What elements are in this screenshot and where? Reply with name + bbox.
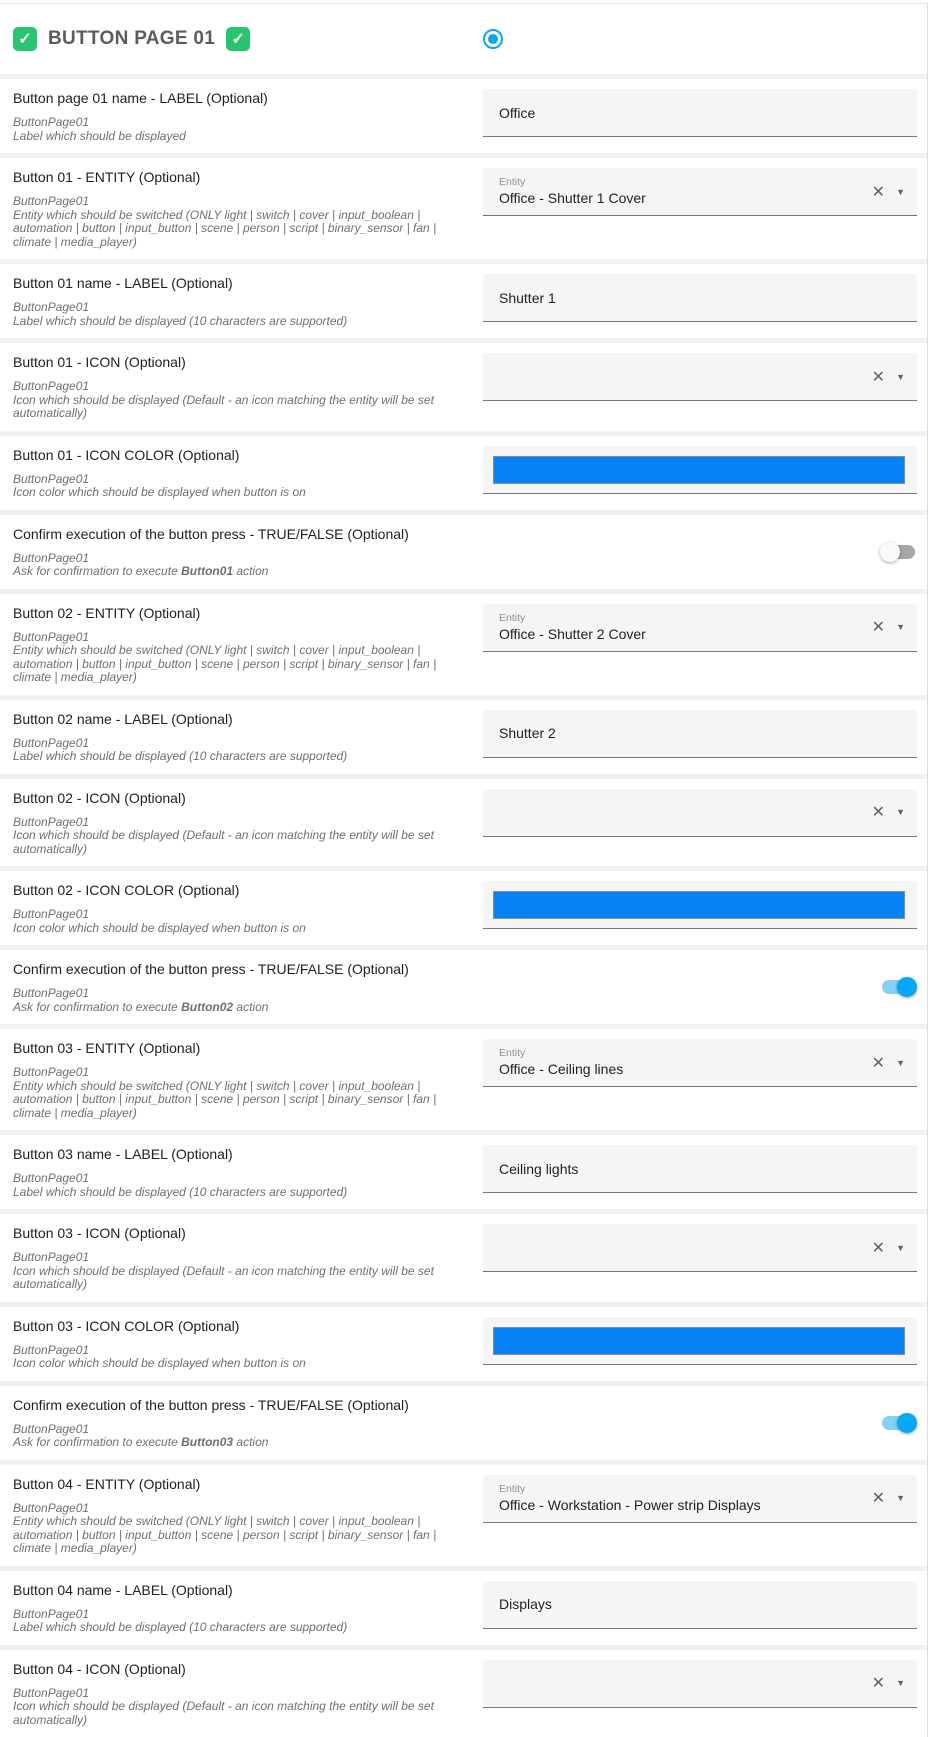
setting-subtitle: ButtonPage01 — [13, 1502, 468, 1516]
desc-text: Icon which should be displayed (Default - an icon matching the entity will be set automatically) — [13, 828, 434, 856]
config-row — [0, 594, 927, 695]
dropdown-caret-icon[interactable]: ▼ — [896, 372, 905, 382]
config-row — [0, 1386, 927, 1460]
desc-text: Ask for confirmation to execute — [13, 564, 181, 578]
row-field — [483, 1224, 917, 1292]
setting-description — [13, 922, 468, 936]
select-icons — [872, 1475, 905, 1522]
row-field — [483, 1039, 917, 1120]
color-swatch — [493, 1327, 905, 1355]
selected-entity: Office - Ceiling lines — [499, 1060, 623, 1078]
entity-select[interactable] — [483, 1475, 917, 1523]
setting-label: Button 03 name - LABEL (Optional) — [13, 1145, 468, 1163]
setting-subtitle: ButtonPage01 — [13, 552, 468, 566]
setting-subtitle: ButtonPage01 — [13, 301, 468, 315]
row-text — [13, 604, 468, 685]
row-field — [483, 1581, 917, 1635]
confirm-toggle[interactable] — [880, 977, 917, 997]
setting-label: Button 02 - ICON COLOR (Optional) — [13, 881, 468, 899]
row-text — [13, 353, 468, 421]
desc-text: Label which should be displayed (10 characters are supported) — [13, 1620, 347, 1634]
config-row — [0, 79, 927, 153]
config-row — [0, 1307, 927, 1381]
setting-description — [13, 1265, 468, 1292]
config-row — [0, 871, 927, 945]
setting-label: Button 04 name - LABEL (Optional) — [13, 1581, 468, 1599]
row-text — [13, 960, 468, 1014]
row-field — [483, 1317, 917, 1371]
desc-end: action — [233, 1435, 268, 1449]
desc-text: Entity which should be switched (ONLY light | switch | cover | input_boolean | automation | button | input_button | scene | person | script | binary_sensor | fan | climate | media_player) — [13, 643, 436, 684]
config-row — [0, 343, 927, 431]
config-row — [0, 950, 927, 1024]
row-field — [483, 604, 917, 685]
setting-subtitle: ButtonPage01 — [13, 737, 468, 751]
clear-icon[interactable]: ✕ — [872, 1238, 885, 1258]
setting-subtitle: ButtonPage01 — [13, 631, 468, 645]
desc-text: Entity which should be switched (ONLY light | switch | cover | input_boolean | automation | button | input_button | scene | person | script | binary_sensor | fan | climate | media_player) — [13, 208, 436, 249]
row-field — [483, 1660, 917, 1728]
setting-label: Button 01 - ICON COLOR (Optional) — [13, 446, 468, 464]
config-row — [0, 158, 927, 259]
row-text — [13, 881, 468, 935]
dropdown-caret-icon[interactable]: ▼ — [896, 1493, 905, 1503]
input-value: Displays — [499, 1596, 552, 1612]
checkbox-checked-icon: ✓ — [226, 27, 250, 51]
clear-icon[interactable]: ✕ — [872, 802, 885, 822]
row-field — [483, 1475, 917, 1556]
setting-subtitle: ButtonPage01 — [13, 1608, 468, 1622]
setting-subtitle: ButtonPage01 — [13, 1423, 468, 1437]
row-text — [13, 168, 468, 249]
desc-text: Label which should be displayed (10 characters are supported) — [13, 749, 347, 763]
row-field — [483, 168, 917, 249]
row-text — [13, 1581, 468, 1635]
color-picker[interactable] — [483, 1317, 917, 1365]
color-picker[interactable] — [483, 446, 917, 494]
entity-select-text — [483, 1483, 761, 1514]
row-field — [483, 710, 917, 764]
row-field — [483, 353, 917, 421]
toggle-thumb — [897, 977, 917, 997]
text-input[interactable] — [483, 1145, 917, 1193]
icon-select[interactable] — [483, 1224, 917, 1272]
color-swatch — [493, 456, 905, 484]
desc-bold: Button01 — [181, 564, 233, 578]
row-text — [13, 446, 468, 500]
config-row — [0, 700, 927, 774]
setting-subtitle: ButtonPage01 — [13, 816, 468, 830]
setting-subtitle: ButtonPage01 — [13, 195, 468, 209]
row-field — [483, 789, 917, 857]
clear-icon[interactable]: ✕ — [872, 1053, 885, 1073]
desc-end: action — [233, 564, 268, 578]
config-row — [0, 264, 927, 338]
dropdown-caret-icon[interactable]: ▼ — [896, 187, 905, 197]
setting-description — [13, 394, 468, 421]
setting-subtitle: ButtonPage01 — [13, 1066, 468, 1080]
row-field — [483, 1145, 917, 1199]
text-input[interactable] — [483, 710, 917, 758]
desc-bold: Button02 — [181, 1000, 233, 1014]
config-row — [0, 1571, 927, 1645]
setting-description — [13, 644, 468, 685]
selected-entity: Office - Shutter 2 Cover — [499, 625, 646, 643]
icon-select[interactable] — [483, 353, 917, 401]
setting-description — [13, 1001, 468, 1015]
row-text — [13, 274, 468, 328]
setting-label: Confirm execution of the button press - TRUE/FALSE (Optional) — [13, 960, 468, 978]
entity-select[interactable] — [483, 604, 917, 652]
page-title: BUTTON PAGE 01 — [48, 28, 215, 50]
select-icons — [872, 789, 905, 836]
setting-description — [13, 130, 468, 144]
row-text — [13, 1145, 468, 1199]
config-row — [0, 436, 927, 510]
confirm-toggle[interactable] — [880, 542, 917, 562]
config-rows — [0, 79, 927, 1737]
setting-subtitle: ButtonPage01 — [13, 908, 468, 922]
setting-label: Button 04 - ICON (Optional) — [13, 1660, 468, 1678]
setting-description — [13, 1357, 468, 1371]
config-row — [0, 1214, 927, 1302]
desc-text: Label which should be displayed (10 characters are supported) — [13, 314, 347, 328]
row-field — [483, 274, 917, 328]
setting-description — [13, 486, 468, 500]
dropdown-caret-icon[interactable]: ▼ — [896, 807, 905, 817]
setting-label: Button 04 - ENTITY (Optional) — [13, 1475, 468, 1493]
field-label: Entity — [499, 1483, 761, 1496]
setting-label: Button page 01 name - LABEL (Optional) — [13, 89, 468, 107]
radio-selected-icon[interactable] — [483, 29, 503, 49]
dropdown-caret-icon[interactable]: ▼ — [896, 1243, 905, 1253]
setting-subtitle: ButtonPage01 — [13, 380, 468, 394]
color-swatch — [493, 891, 905, 919]
setting-description — [13, 315, 468, 329]
desc-text: Icon color which should be displayed when button is on — [13, 1356, 306, 1370]
input-value: Shutter 1 — [499, 290, 556, 306]
setting-description — [13, 1621, 468, 1635]
config-row — [0, 1135, 927, 1209]
setting-subtitle: ButtonPage01 — [13, 1251, 468, 1265]
text-input[interactable] — [483, 89, 917, 137]
setting-label: Button 02 name - LABEL (Optional) — [13, 710, 468, 728]
row-field — [483, 525, 917, 579]
blueprint-config-page — [0, 3, 928, 1737]
setting-subtitle: ButtonPage01 — [13, 1344, 468, 1358]
setting-description — [13, 1080, 468, 1121]
select-icons — [872, 1039, 905, 1086]
setting-label: Button 03 - ICON (Optional) — [13, 1224, 468, 1242]
setting-label: Button 03 - ICON COLOR (Optional) — [13, 1317, 468, 1335]
row-field — [483, 960, 917, 1014]
select-icons — [872, 353, 905, 400]
desc-text: Ask for confirmation to execute — [13, 1000, 181, 1014]
config-row — [0, 515, 927, 589]
field-label: Entity — [499, 176, 646, 189]
field-label: Entity — [499, 612, 646, 625]
row-field — [483, 89, 917, 143]
setting-description — [13, 1515, 468, 1556]
desc-text: Ask for confirmation to execute — [13, 1435, 181, 1449]
desc-text: Entity which should be switched (ONLY light | switch | cover | input_boolean | automation | button | input_button | scene | person | script | binary_sensor | fan | climate | media_player) — [13, 1079, 436, 1120]
selected-entity: Office - Shutter 1 Cover — [499, 189, 646, 207]
setting-description — [13, 1186, 468, 1200]
desc-text: Icon which should be displayed (Default - an icon matching the entity will be set automatically) — [13, 1699, 434, 1727]
desc-end: action — [233, 1000, 268, 1014]
clear-icon[interactable]: ✕ — [872, 182, 885, 202]
setting-description — [13, 565, 468, 579]
text-input[interactable] — [483, 274, 917, 322]
row-text — [13, 1475, 468, 1556]
toggle-thumb — [880, 542, 900, 562]
setting-label: Button 01 name - LABEL (Optional) — [13, 274, 468, 292]
row-text — [13, 1317, 468, 1371]
toggle-thumb — [897, 1413, 917, 1433]
row-text — [13, 89, 468, 143]
desc-bold: Button03 — [181, 1435, 233, 1449]
setting-label: Confirm execution of the button press - TRUE/FALSE (Optional) — [13, 525, 468, 543]
input-value: Shutter 2 — [499, 725, 556, 741]
row-field — [483, 1396, 917, 1450]
select-icons — [872, 604, 905, 651]
selected-entity: Office - Workstation - Power strip Displays — [499, 1496, 761, 1514]
setting-label: Confirm execution of the button press - TRUE/FALSE (Optional) — [13, 1396, 468, 1414]
input-value: Office — [499, 105, 535, 121]
setting-label: Button 02 - ICON (Optional) — [13, 789, 468, 807]
setting-description — [13, 829, 468, 856]
row-text — [13, 525, 468, 579]
setting-subtitle: ButtonPage01 — [13, 1172, 468, 1186]
config-row — [0, 1029, 927, 1130]
dropdown-caret-icon[interactable]: ▼ — [896, 622, 905, 632]
row-text — [13, 1396, 468, 1450]
entity-select[interactable] — [483, 168, 917, 216]
text-input[interactable] — [483, 1581, 917, 1629]
row-text — [13, 710, 468, 764]
desc-text: Icon which should be displayed (Default - an icon matching the entity will be set automatically) — [13, 393, 434, 421]
row-field — [483, 881, 917, 935]
select-icons — [872, 1660, 905, 1707]
setting-label: Button 03 - ENTITY (Optional) — [13, 1039, 468, 1057]
setting-description — [13, 1700, 468, 1727]
clear-icon[interactable]: ✕ — [872, 1488, 885, 1508]
entity-select[interactable] — [483, 1039, 917, 1087]
entity-select-text — [483, 176, 646, 207]
desc-text: Icon which should be displayed (Default - an icon matching the entity will be set automatically) — [13, 1264, 434, 1292]
setting-description — [13, 750, 468, 764]
row-text — [13, 789, 468, 857]
entity-select-text — [483, 1047, 623, 1078]
config-row — [0, 1650, 927, 1737]
color-picker[interactable] — [483, 881, 917, 929]
clear-icon[interactable]: ✕ — [872, 617, 885, 637]
icon-select[interactable] — [483, 789, 917, 837]
row-field — [483, 446, 917, 500]
row-text — [13, 1039, 468, 1120]
desc-text: Icon color which should be displayed when button is on — [13, 921, 306, 935]
field-label: Entity — [499, 1047, 623, 1060]
setting-label: Button 01 - ENTITY (Optional) — [13, 168, 468, 186]
select-icons — [872, 168, 905, 215]
radio-dot — [488, 34, 498, 44]
setting-description — [13, 209, 468, 250]
setting-subtitle: ButtonPage01 — [13, 473, 468, 487]
icon-select[interactable] — [483, 1660, 917, 1708]
desc-text: Label which should be displayed (10 characters are supported) — [13, 1185, 347, 1199]
clear-icon[interactable]: ✕ — [872, 1673, 885, 1693]
clear-icon[interactable]: ✕ — [872, 367, 885, 387]
desc-text: Icon color which should be displayed when button is on — [13, 485, 306, 499]
dropdown-caret-icon[interactable]: ▼ — [896, 1678, 905, 1688]
setting-subtitle: ButtonPage01 — [13, 116, 468, 130]
setting-description — [13, 1436, 468, 1450]
setting-subtitle: ButtonPage01 — [13, 1687, 468, 1701]
confirm-toggle[interactable] — [880, 1413, 917, 1433]
page-header — [0, 4, 927, 74]
input-value: Ceiling lights — [499, 1161, 578, 1177]
setting-subtitle: ButtonPage01 — [13, 987, 468, 1001]
checkbox-checked-icon: ✓ — [13, 27, 37, 51]
row-text — [13, 1660, 468, 1728]
setting-label: Button 01 - ICON (Optional) — [13, 353, 468, 371]
desc-text: Entity which should be switched (ONLY light | switch | cover | input_boolean | automation | button | input_button | scene | person | script | binary_sensor | fan | climate | media_player) — [13, 1514, 436, 1555]
entity-select-text — [483, 612, 646, 643]
setting-label: Button 02 - ENTITY (Optional) — [13, 604, 468, 622]
row-text — [13, 1224, 468, 1292]
config-row — [0, 1465, 927, 1566]
desc-text: Label which should be displayed — [13, 129, 186, 143]
select-icons — [872, 1224, 905, 1271]
dropdown-caret-icon[interactable]: ▼ — [896, 1058, 905, 1068]
config-row — [0, 779, 927, 867]
